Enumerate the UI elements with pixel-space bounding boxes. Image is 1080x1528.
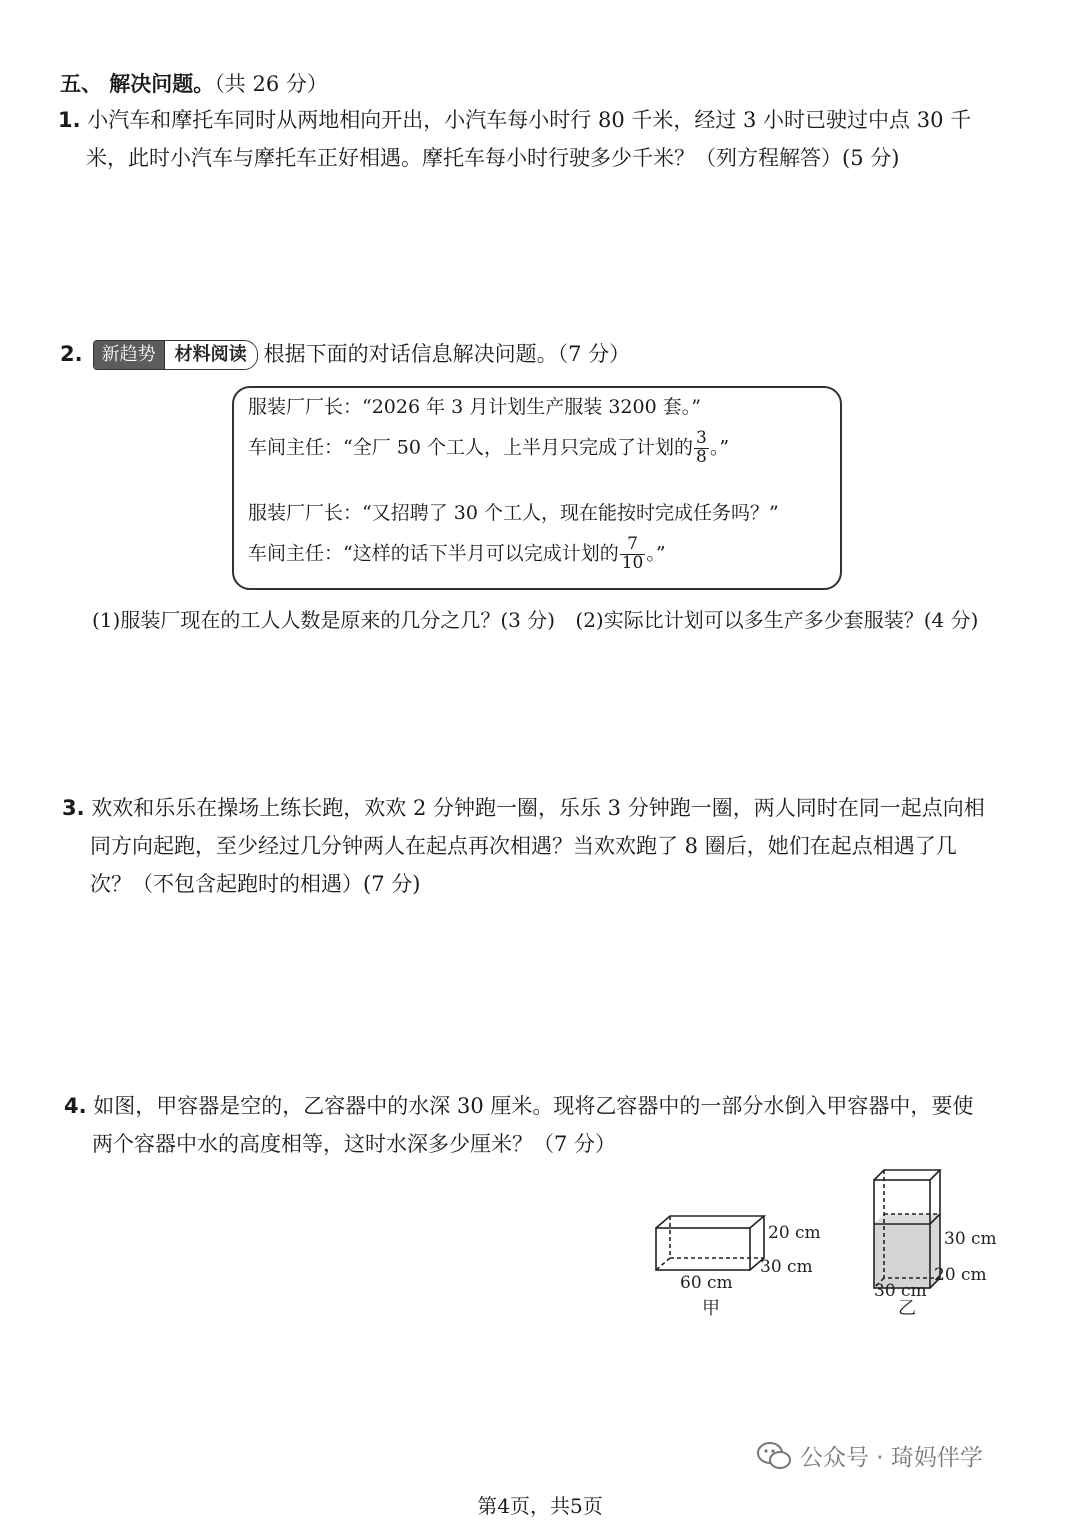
- question-2-intro: 根据下面的对话信息解决问题。（7 分）: [263, 342, 631, 367]
- jia-depth-label: 30 cm: [760, 1257, 813, 1277]
- fraction-numerator: 3: [695, 428, 707, 448]
- question-3-line-2: 同方向起跑，至少经过几分钟两人在起点再次相遇？当欢欢跑了 8 圈后，她们在起点相遇了几: [90, 834, 957, 858]
- subquestion-2: (2)实际比计划可以多生产多少套服装？(4 分): [575, 608, 979, 632]
- question-1-text-1: 小汽车和摩托车同时从两地相向开出，小汽车每小时行 80 千米，经过 3 小时已驶过中点 30 千: [87, 108, 972, 132]
- question-3-number: 3.: [62, 796, 85, 820]
- question-3-line-3: 次？（不包含起跑时的相遇）(7 分): [90, 872, 421, 896]
- question-2-subquestions: [92, 608, 978, 632]
- question-3-line-1: [62, 796, 985, 821]
- reading-tag-label: 材料阅读: [164, 341, 257, 369]
- dialogue-line-4-end: 。”: [646, 542, 666, 565]
- question-2-header: [60, 340, 630, 370]
- fraction-numerator: 7: [620, 536, 646, 555]
- dialogue-line-2-end: 。”: [709, 436, 730, 459]
- dialogue-line-2-text: 车间主任：“全厂 50 个工人，上半月只完成了计划的: [248, 436, 693, 459]
- question-4-line-2: 两个容器中水的高度相等，这时水深多少厘米？（7 分）: [92, 1132, 617, 1156]
- dialogue-line-2: [248, 430, 729, 467]
- dialogue-line-4: [248, 536, 666, 573]
- container-yi-box: [874, 1170, 940, 1288]
- fraction-seven-tenths: [620, 536, 646, 573]
- jia-height-label: 20 cm: [768, 1223, 821, 1243]
- container-jia-figure: [640, 1196, 830, 1326]
- question-1-number: 1.: [58, 108, 81, 132]
- container-yi-figure: [858, 1160, 1018, 1320]
- wechat-icon: [756, 1441, 792, 1471]
- section-header: [60, 72, 328, 97]
- question-4-number: 4.: [64, 1094, 87, 1118]
- dialogue-box: [232, 386, 842, 590]
- watermark: [756, 1439, 983, 1472]
- fraction-denominator: 8: [695, 446, 707, 467]
- trend-tag-label: 新趋势: [94, 341, 164, 369]
- yi-water-depth-label: 30 cm: [944, 1229, 997, 1249]
- question-1-line-1: [58, 108, 971, 133]
- question-2-number: 2.: [60, 342, 83, 367]
- jia-label: 甲: [702, 1298, 720, 1319]
- yi-label: 乙: [898, 1298, 916, 1319]
- fraction-denominator: 10: [621, 552, 644, 573]
- watermark-text: 公众号 · 琦妈伴学: [800, 1445, 983, 1471]
- container-jia-box: [656, 1216, 764, 1270]
- fraction-three-eighths: [694, 430, 709, 467]
- dialogue-line-3: 服装厂厂长：“又招聘了 30 个工人，现在能按时完成任务吗？”: [248, 502, 779, 524]
- section-title: 五、 解决问题。: [60, 72, 215, 96]
- yi-width-label: 30 cm: [874, 1281, 927, 1301]
- question-1-line-2: 米，此时小汽车与摩托车正好相遇。摩托车每小时行驶多少千米？（列方程解答）(5 分): [86, 146, 900, 170]
- dialogue-line-1: 服装厂厂长：“2026 年 3 月计划生产服装 3200 套。”: [248, 396, 701, 418]
- question-4-text-1: 如图，甲容器是空的，乙容器中的水深 30 厘米。现将乙容器中的一部分水倒入甲容器中，要使: [93, 1094, 974, 1118]
- yi-depth-label: 20 cm: [934, 1265, 987, 1285]
- jia-length-label: 60 cm: [680, 1273, 733, 1293]
- section-score: （共 26 分）: [214, 72, 328, 96]
- dialogue-line-4-text: 车间主任：“这样的话下半月可以完成计划的: [248, 542, 619, 565]
- page-number: 第4页，共5页: [477, 1494, 603, 1518]
- trend-tag: [93, 340, 258, 370]
- question-4-line-1: [64, 1094, 973, 1119]
- subquestion-1: (1)服装厂现在的工人人数是原来的几分之几？(3 分): [92, 608, 556, 632]
- question-3-text-1: 欢欢和乐乐在操场上练长跑，欢欢 2 分钟跑一圈，乐乐 3 分钟跑一圈，两人同时在同一起点向相: [91, 796, 985, 820]
